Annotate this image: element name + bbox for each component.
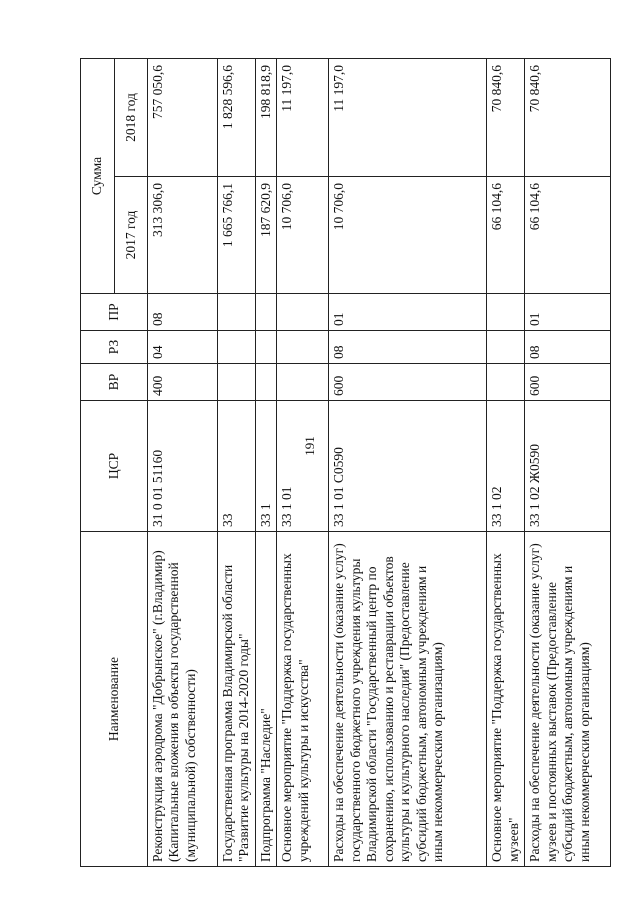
row-vr — [218, 364, 256, 401]
row-sum-2017: 10 706,0 — [329, 177, 487, 294]
header-sum: Сумма — [81, 58, 115, 293]
table-row — [148, 58, 218, 866]
row-csr: 33 1 01 С0590 — [329, 401, 487, 532]
table-row — [525, 58, 611, 866]
row-csr: 33 1 — [255, 401, 276, 532]
row-rz: 04 — [148, 331, 218, 364]
row-sum-2018: 70 840,6 — [487, 58, 525, 176]
row-name: Расходы на обеспечение деятельности (оказание услуг) государственного бюджетного учреждения культуры Владимирской области "Государственный центр по сохранению, использованию и реставрации объектов культуры и культурного наследия" (Предоставление субсидий бюджетным, автономным учреждениям и иным некоммерческим организациям) — [329, 532, 487, 867]
header-rz: РЗ — [81, 331, 148, 364]
row-sum-2017: 187 620,9 — [255, 177, 276, 294]
row-sum-2017: 66 104,6 — [525, 177, 611, 294]
row-name: Реконструкция аэродрома "Добрынское" (г.Владимир) (Капитальные вложения в объекты государственной (муниципальной) собственности) — [148, 532, 218, 867]
row-pr: 01 — [525, 294, 611, 331]
row-rz — [218, 331, 256, 364]
row-sum-2018: 198 818,9 — [255, 58, 276, 176]
row-sum-2017: 1 665 766,1 — [218, 177, 256, 294]
budget-table — [80, 58, 611, 867]
row-sum-2017: 313 306,0 — [148, 177, 218, 294]
row-pr — [218, 294, 256, 331]
table-row — [487, 58, 525, 866]
row-vr — [487, 364, 525, 401]
row-rz: 08 — [525, 331, 611, 364]
row-vr: 600 — [525, 364, 611, 401]
row-name: Государственная программа Владимирской области "Развитие культуры на 2014-2020 годы" — [218, 532, 256, 867]
header-year-2018: 2018 год — [115, 58, 148, 176]
row-vr: 400 — [148, 364, 218, 401]
row-sum-2018: 757 050,6 — [148, 58, 218, 176]
row-pr — [487, 294, 525, 331]
row-vr — [255, 364, 276, 401]
row-csr: 33 1 02 Ж0590 — [525, 401, 611, 532]
row-sum-2018: 11 197,0 — [329, 58, 487, 176]
row-sum-2018: 11 197,0 — [277, 58, 329, 176]
row-vr — [277, 364, 329, 401]
row-csr: 33 — [218, 401, 256, 532]
table-row — [255, 58, 276, 866]
header-csr: ЦСР — [81, 401, 148, 532]
row-csr: 33 1 02 — [487, 401, 525, 532]
row-name: Подпрограмма "Наследие" — [255, 532, 276, 867]
header-vr: ВР — [81, 364, 148, 401]
row-vr: 600 — [329, 364, 487, 401]
row-sum-2018: 1 828 596,6 — [218, 58, 256, 176]
budget-table-rotated — [80, 59, 605, 867]
row-sum-2018: 70 840,6 — [525, 58, 611, 176]
header-pr: ПР — [81, 294, 148, 331]
row-rz: 08 — [329, 331, 487, 364]
table-row — [218, 58, 256, 866]
row-pr: 08 — [148, 294, 218, 331]
row-rz — [255, 331, 276, 364]
page-number: 191 — [301, 436, 317, 456]
row-pr: 01 — [329, 294, 487, 331]
row-name: Расходы на обеспечение деятельности (оказание услуг) музеев и постоянных выставок (Предоставление субсидий бюджетным, автономным учреждениям и иным некоммерческим организациям) — [525, 532, 611, 867]
header-name: Наименование — [81, 532, 148, 867]
row-sum-2017: 66 104,6 — [487, 177, 525, 294]
row-pr — [277, 294, 329, 331]
header-year-2017: 2017 год — [115, 177, 148, 294]
row-name: Основное мероприятие "Поддержка государственных музеев" — [487, 532, 525, 867]
row-csr: 31 0 01 51160 — [148, 401, 218, 532]
table-row — [329, 58, 487, 866]
row-csr: 33 1 01 — [277, 401, 329, 532]
row-rz — [277, 331, 329, 364]
row-pr — [255, 294, 276, 331]
row-name: Основное мероприятие "Поддержка государственных учреждений культуры и искусства" — [277, 532, 329, 867]
row-rz — [487, 331, 525, 364]
row-sum-2017: 10 706,0 — [277, 177, 329, 294]
table-row — [277, 58, 329, 866]
